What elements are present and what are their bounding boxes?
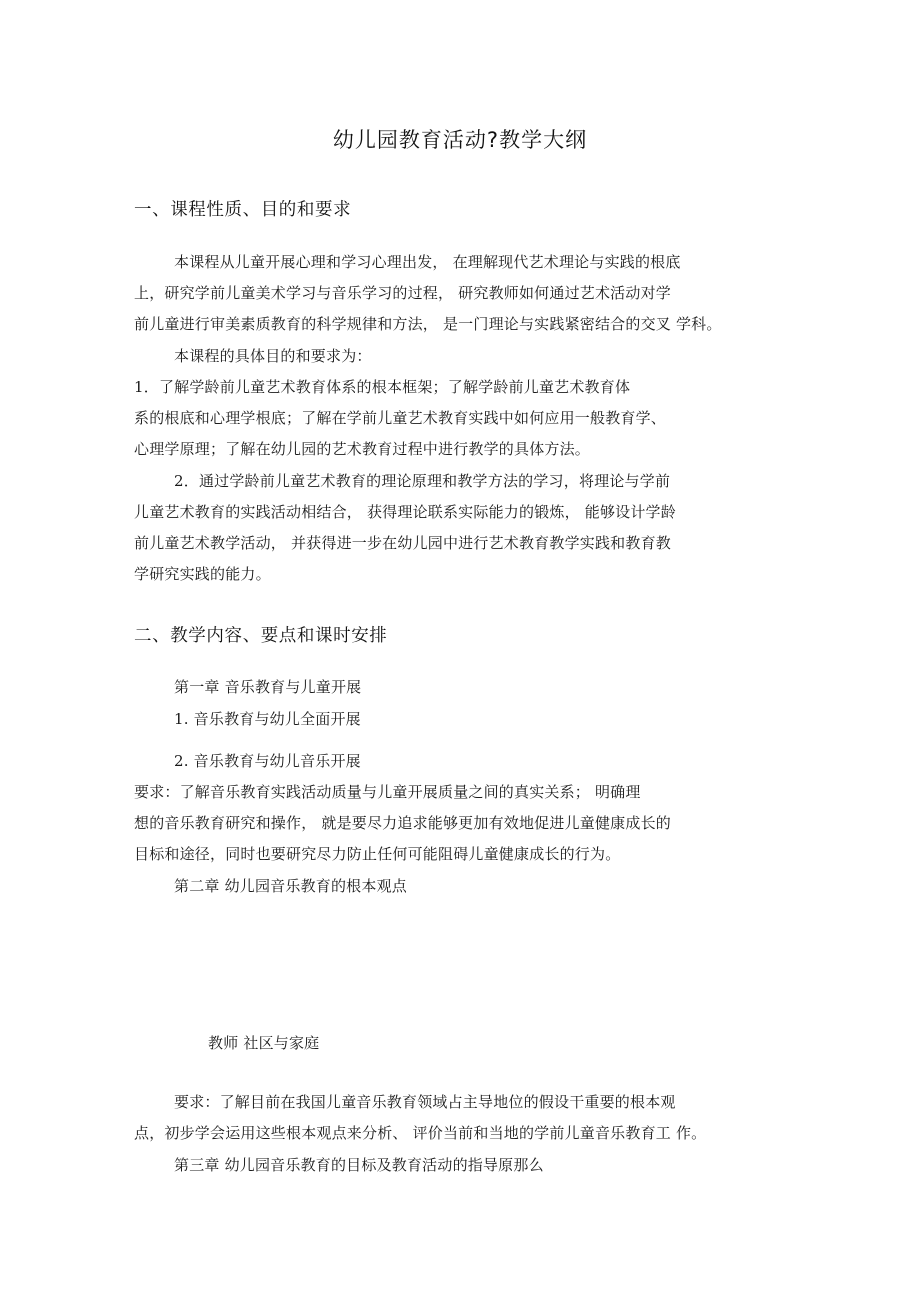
chapter3-title: 第三章 幼儿园音乐教育的目标及教育活动的指导原那么 — [174, 1156, 544, 1174]
document-title: 幼儿园教育活动?教学大纲 — [332, 128, 588, 152]
list-item-line: 心理学原理；了解在幼儿园的艺术教育过程中进行教学的具体方法。 — [134, 440, 591, 458]
chapter2-requirement-line: 点，初步学会运用这些根本观点来分析、 评价当前和当地的学前儿童音乐教育工 作。 — [134, 1124, 707, 1142]
chapter1-item1: 1. 音乐教育与幼儿全面开展 — [174, 710, 361, 728]
list-item-line: 2．通过学龄前儿童艺术教育的理论原理和教学方法的学习，将理论与学前 — [174, 472, 671, 490]
chapter1-requirement-line: 要求：了解音乐教育实践活动质量与儿童开展质量之间的真实关系； 明确理 — [134, 783, 641, 801]
chapter2-title: 第二章 幼儿园音乐教育的根本观点 — [174, 877, 407, 895]
chapter1-title: 第一章 音乐教育与儿童开展 — [174, 678, 362, 696]
chapter1-requirement-line: 目标和途径，同时也要研究尽力防止任何可能阻碍儿童健康成长的行为。 — [134, 845, 621, 863]
list-item-line: 前儿童艺术教学活动， 并获得进一步在幼儿园中进行艺术教育教学实践和教育教 — [134, 534, 671, 552]
chapter2-requirement-line: 要求：了解目前在我国儿童音乐教育领域占主导地位的假设干重要的根本观 — [174, 1093, 676, 1111]
list-item-line: 1．了解学龄前儿童艺术教育体系的根本框架；了解学龄前儿童艺术教育体 — [134, 378, 631, 396]
list-item-line: 儿童艺术教育的实践活动相结合， 获得理论联系实际能力的锻炼， 能够设计学龄 — [134, 503, 676, 521]
paragraph-line: 前儿童进行审美素质教育的科学规律和方法， 是一门理论与实践紧密结合的交叉 学科。 — [134, 315, 722, 333]
paragraph-line: 本课程从儿童开展心理和学习心理出发， 在理解现代艺术理论与实践的根底 — [174, 253, 681, 271]
chapter1-item2: 2. 音乐教育与幼儿音乐开展 — [174, 752, 361, 770]
section1-heading: 一、课程性质、目的和要求 — [134, 200, 352, 220]
paragraph-line: 本课程的具体目的和要求为： — [174, 347, 372, 365]
chapter2-fragment: 教师 社区与家庭 — [208, 1034, 320, 1052]
list-item-line: 学研究实践的能力。 — [134, 565, 271, 583]
list-item-line: 系的根底和心理学根底；了解在学前儿童艺术教育实践中如何应用一般教育学、 — [134, 409, 667, 427]
section2-heading: 二、教学内容、要点和课时安排 — [134, 626, 388, 646]
chapter1-requirement-line: 想的音乐教育研究和操作， 就是要尽力追求能够更加有效地促进儿童健康成长的 — [134, 814, 671, 832]
paragraph-line: 上，研究学前儿童美术学习与音乐学习的过程， 研究教师如何通过艺术活动对学 — [134, 284, 671, 302]
